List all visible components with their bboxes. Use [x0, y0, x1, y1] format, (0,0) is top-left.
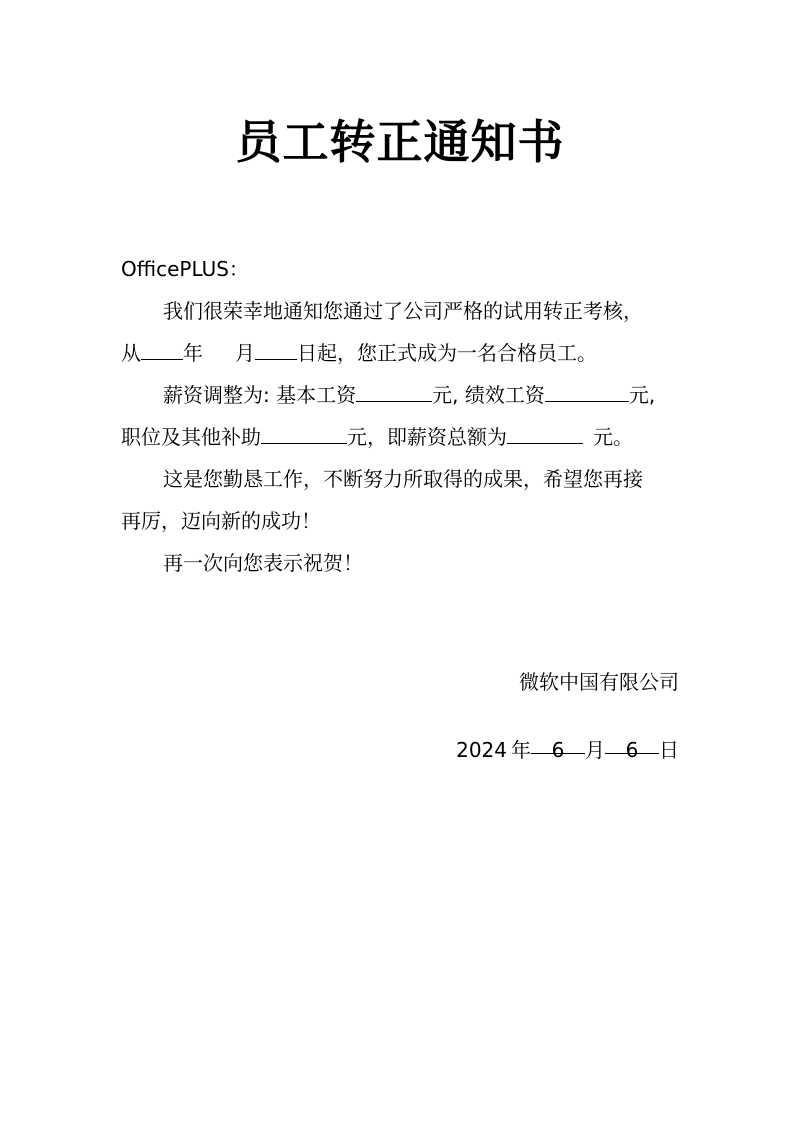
date-year-unit: 年 [511, 738, 531, 762]
total-salary-blank [507, 422, 583, 444]
paragraph-1-line-2 [121, 332, 691, 374]
base-salary-label: 薪资调整为: 基本工资 [163, 383, 357, 407]
date-month-unit: 月 [585, 738, 605, 762]
performance-salary-label: 元, 绩效工资 [432, 383, 545, 407]
start-date-suffix: 日起，您正式成为一名合格员工。 [297, 341, 597, 365]
performance-salary-blank [545, 380, 629, 402]
paragraph-3-line-2: 再厉，迈向新的成功！ [121, 509, 321, 533]
paragraph-1-line-1: 我们很荣幸地通知您通过了公司严格的试用转正考核， [163, 299, 643, 323]
month-label: 月 [235, 341, 255, 365]
date-day-unit: 日 [659, 738, 679, 762]
company-signature: 微软中国有限公司 [519, 670, 679, 694]
start-year-blank [141, 338, 183, 360]
performance-salary-unit: 元, [628, 383, 656, 407]
total-salary-unit: 元。 [593, 425, 633, 449]
paragraph-2-line-1 [121, 374, 691, 416]
total-salary-label: 元，即薪资总额为 [347, 425, 507, 449]
date-year: 2024 [456, 738, 507, 762]
date-month-blank: 6 [531, 732, 585, 754]
from-label: 从 [121, 341, 141, 365]
salutation: OfficePLUS： [121, 257, 249, 281]
paragraph-2-line-2 [121, 416, 691, 458]
base-salary-blank [356, 380, 432, 402]
allowance-label: 职位及其他补助 [121, 425, 261, 449]
signature-date [456, 732, 679, 768]
paragraph-4: 再一次向您表示祝贺！ [163, 551, 363, 575]
allowance-blank [261, 422, 347, 444]
start-day-blank [255, 338, 297, 360]
year-label: 年 [183, 341, 203, 365]
letter-body [121, 248, 691, 584]
paragraph-3-line-1: 这是您勤恳工作，不断努力所取得的成果，希望您再接 [163, 467, 643, 491]
document-title: 员工转正通知书 [235, 115, 565, 169]
date-day-blank: 6 [605, 732, 659, 754]
